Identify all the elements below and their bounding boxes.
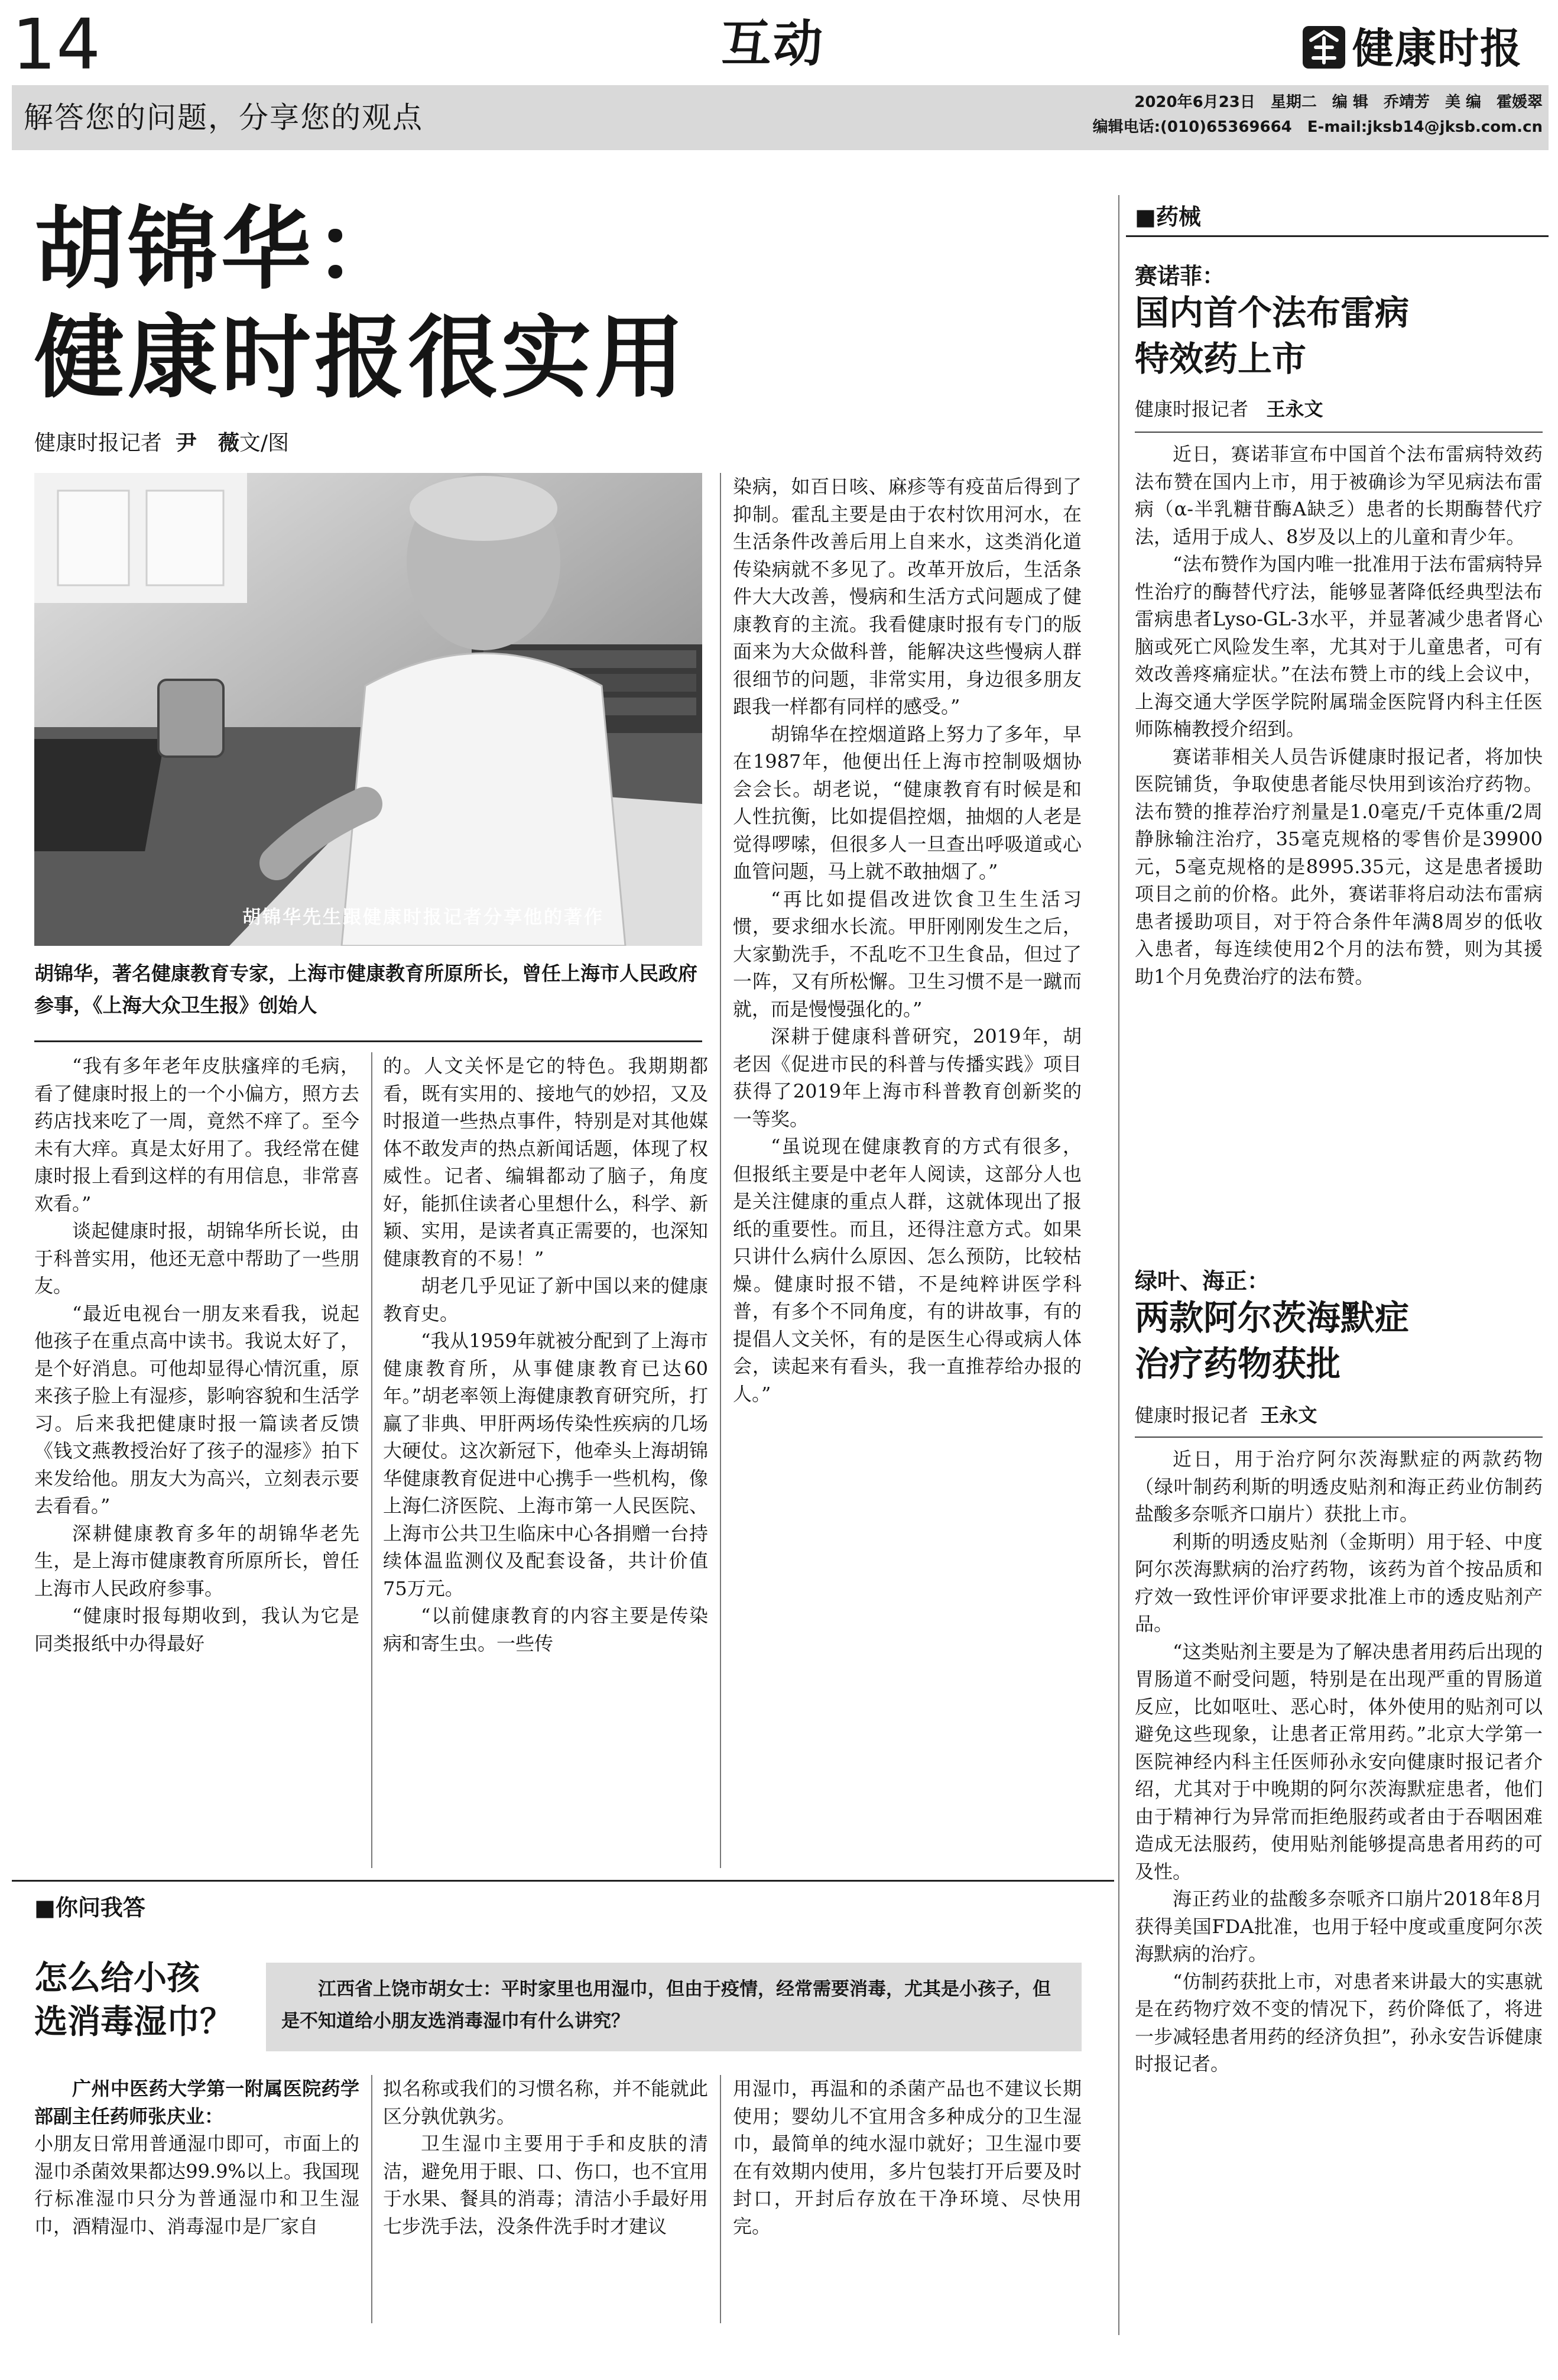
column-divider	[371, 1052, 372, 1868]
qa-asker: 江西省上饶市胡女士：	[318, 1979, 501, 2000]
main-headline	[34, 195, 688, 413]
story1-title-line-2: 特效药上市	[1135, 339, 1307, 379]
qa-question-box	[266, 1963, 1082, 2051]
paragraph: 近日，用于治疗阿尔茨海默症的两款药物（绿叶制药利斯的明透皮贴剂和海正药业仿制药盐酸多奈哌齐口崩片）获批上市。	[1135, 1448, 1543, 1525]
sidebar-divider	[1118, 195, 1119, 2335]
paragraph: 染病，如百日咳、麻疹等有疫苗后得到了抑制。霍乱主要是由于农村饮用河水，在生活条件改善后用上自来水，这类消化道传染病就不多见了。改革开放后，生活条件大大改善，慢病和生活方式问题成了健康教育的主流。我看健康时报有专门的版面来为大众做科普，能解决这些慢病人群很细节的问题，非常实用，身边很多朋友跟我一样都有同样的感受。”	[733, 475, 1082, 718]
byline-label: 健康时报记者	[1135, 398, 1249, 420]
qa-column-3	[733, 2075, 1082, 2240]
story-column-2	[383, 1052, 708, 1657]
column-divider	[720, 2075, 721, 2323]
lede-divider	[34, 1040, 702, 1042]
byline-name: 王永文	[1266, 398, 1323, 420]
page-number: 14	[12, 4, 101, 85]
paragraph: “虽说现在健康教育的方式有很多，但报纸主要是中老年人阅读，这部分人也是关注健康的重点人群，这就体现出了报纸的重要性。而且，还得注意方式。如果只讲什么病什么原因、怎么预防，比较枯燥。健康时报不错，不是纯粹讲医学科普，有多个不同角度，有的讲故事，有的提倡人文关怀，有的是医生心得或病人体会，读起来有看头，我一直推荐给办报的人。”	[733, 1135, 1082, 1405]
paragraph: 小朋友日常用普通湿巾即可，市面上的湿巾杀菌效果都达99.9%以上。我国现行标准湿巾只分为普通湿巾和卫生湿巾，酒精湿巾、消毒湿巾是厂家自	[34, 2132, 359, 2238]
qa-section-label: ■你问我答	[34, 1895, 145, 1921]
byline-suffix: 文/图	[239, 431, 290, 455]
qa-title-line-2: 选消毒湿巾？	[34, 2003, 233, 2041]
paragraph: “法布赞作为国内唯一批准用于法布雷病特异性治疗的酶替代疗法，能够显著降低经典型法布雷病患者Lyso-GL-3水平，并显著减少患者肾心脑或死亡风险发生率，尤其对于儿童患者，可有效改善疼痛症状。”在法布赞上市的线上会议中，上海交通大学医学院附属瑞金医院肾内科主任医师陈楠教授介绍到。	[1135, 553, 1543, 740]
contact-line: 编辑电话:(010)65369664 E-mail:jksb14@jksb.com.cn	[1092, 118, 1543, 136]
story2-title-line-1: 两款阿尔茨海默症	[1135, 1298, 1410, 1338]
qa-title	[34, 1957, 233, 2044]
paragraph: 的。人文关怀是它的特色。我期期都看，既有实用的、接地气的妙招，又及时报道一些热点事件，特别是对其他媒体不敢发声的热点新闻话题，体现了权威性。记者、编辑都动了脑子，角度好，能抓住读者心里想什么，科学、新颖、实用，是读者真正需要的，也深知健康教育的不易！”	[383, 1055, 708, 1270]
paragraph: “健康时报每期收到，我认为它是同类报纸中办得最好	[34, 1604, 359, 1655]
paragraph: 胡老几乎见证了新中国以来的健康教育史。	[383, 1275, 708, 1325]
story1-kicker: 赛诺菲：	[1135, 263, 1225, 289]
story-column-3	[733, 473, 1082, 1408]
paragraph: 拟名称或我们的习惯名称，并不能就此区分孰优孰劣。	[383, 2077, 708, 2128]
section-title: 互动	[721, 15, 826, 73]
main-byline	[34, 429, 289, 458]
masthead	[1300, 20, 1549, 77]
issue-info	[1052, 90, 1543, 140]
date-line: 2020年6月23日 星期二 编 辑 乔靖芳 美 编 霍媛翠	[1134, 93, 1543, 111]
story1-byline	[1135, 395, 1323, 423]
paragraph: 赛诺菲相关人员告诉健康时报记者，将加快医院铺货，争取使患者能尽快用到该治疗药物。法布赞的推荐治疗剂量是1.0毫克/千克体重/2周静脉输注治疗，35毫克规格的零售价是39900元，5毫克规格的是8995.35元，这是患者援助项目之前的价格。此外，赛诺菲将启动法布雷病患者援助项目，对于符合条件年满8周岁的低收入患者，每连续使用2个月的法布赞，则为其援助1个月免费治疗的法布赞。	[1135, 745, 1543, 988]
story1-title	[1135, 290, 1409, 382]
story1-rule	[1135, 432, 1543, 433]
story1-title-line-1: 国内首个法布雷病	[1135, 293, 1410, 333]
paragraph: 海正药业的盐酸多奈哌齐口崩片2018年8月获得美国FDA批准，也用于轻中度或重度阿尔茨海默病的治疗。	[1135, 1888, 1543, 1965]
column-divider	[720, 473, 721, 1868]
paragraph: 利斯的明透皮贴剂（金斯明）用于轻、中度阿尔茨海默病的治疗药物，该药为首个按品质和疗效一致性评价审评要求批准上市的透皮贴剂产品。	[1135, 1530, 1543, 1635]
story2-kicker: 绿叶、海正：	[1135, 1268, 1270, 1294]
tagline: 解答您的问题，分享您的观点	[24, 100, 423, 135]
paragraph: 深耕健康教育多年的胡锦华老先生，是上海市健康教育所原所长，曾任上海市人民政府参事。	[34, 1522, 359, 1600]
paragraph: 卫生湿巾主要用于手和皮肤的清洁，避免用于眼、口、伤口，也不宜用于水果、餐具的消毒；清洁小手最好用七步洗手法，没条件洗手时才建议	[383, 2132, 708, 2238]
byline-name: 尹 薇	[175, 431, 239, 455]
paragraph: “这类贴剂主要是为了解决患者用药后出现的胃肠道不耐受问题，特别是在出现严重的胃肠道反应，比如呕吐、恶心时，体外使用的贴剂可以避免这些现象，让患者正常用药。”北京大学第一医院神经内科主任医师孙永安向健康时报记者介绍，尤其对于中晚期的阿尔茨海默症患者，他们由于精神行为异常而拒绝服药或者由于吞咽困难造成无法服药，使用贴剂能够提高患者用药的可及性。	[1135, 1640, 1543, 1883]
headline-line-1: 胡锦华：	[34, 197, 408, 301]
paragraph: “再比如提倡改进饮食卫生生活习惯，要求细水长流。甲肝刚刚发生之后，大家勤洗手，不乱吃不卫生食品，但过了一阵，又有所松懈。卫生习惯不是一蹴而就，而是慢慢强化的。”	[733, 887, 1082, 1020]
masthead-title: 健康时报	[1352, 24, 1523, 73]
column-divider	[371, 2075, 372, 2323]
qa-question: 平时家里也用湿巾，但由于疫情，经常需要消毒，尤其是小孩子，但是不知道给小朋友选消毒湿巾有什么讲究？	[281, 1979, 1051, 2032]
paragraph: “我从1959年就被分配到了上海市健康教育所，从事健康教育已达60年。”胡老率领上海健康教育研究所，打赢了非典、甲肝两场传染性疾病的几场大硬仗。这次新冠下，他牵头上海胡锦华健康教育促进中心携手一些机构，像上海仁济医院、上海市第一人民医院、上海市公共卫生临床中心各捐赠一台持续体温监测仪及配套设备，共计价值75万元。	[383, 1330, 708, 1600]
byline-label: 健康时报记者	[34, 431, 163, 455]
qa-title-line-1: 怎么给小孩	[34, 1959, 200, 1998]
story-lede: 胡锦华，著名健康教育专家，上海市健康教育所原所长，曾任上海市人民政府参事，《上海大众卫生报》创始人	[34, 962, 697, 1017]
paragraph: 近日，赛诺菲宣布中国首个法布雷病特效药法布赞在国内上市，用于被确诊为罕见病法布雷病（α-半乳糖苷酶A缺乏）患者的长期酶替代疗法，适用于成人、8岁及以上的儿童和青少年。	[1135, 443, 1543, 548]
sidebar-section-label: ■药械	[1135, 204, 1201, 230]
story2-body	[1135, 1445, 1543, 2078]
photo-caption: 胡锦华先生跟健康时报记者分享他的著作	[242, 907, 604, 928]
story2-title	[1135, 1295, 1409, 1387]
story-column-1	[34, 1052, 359, 1657]
qa-column-1	[34, 2075, 359, 2240]
paragraph: “我有多年老年皮肤瘙痒的毛病，看了健康时报上的一个小偏方，照方去药店找来吃了一周，竟然不痒了。至今未有大痒。真是太好用了。我经常在健康时报上看到这样的有用信息，非常喜欢看。”	[34, 1055, 359, 1215]
newspaper-logo-icon	[1300, 24, 1348, 71]
paragraph: “以前健康教育的内容主要是传染病和寄生虫。一些传	[383, 1604, 708, 1655]
byline-name: 王永文	[1260, 1404, 1317, 1426]
paragraph: 深耕于健康科普研究，2019年，胡老因《促进市民的科普与传播实践》项目获得了2019年上海市科普教育创新奖的一等奖。	[733, 1025, 1082, 1130]
story-photo	[34, 473, 702, 946]
paragraph: 胡锦华在控烟道路上努力了多年，早在1987年，他便出任上海市控制吸烟协会会长。胡老说，“健康教育有时候是和人性抗衡，比如提倡控烟，抽烟的人老是觉得啰嗦，但很多人一旦查出呼吸道或心血管问题，马上就不敢抽烟了。”	[733, 722, 1082, 883]
paragraph: 谈起健康时报，胡锦华所长说，由于科普实用，他还无意中帮助了一些朋友。	[34, 1220, 359, 1297]
paragraph: 用湿巾，再温和的杀菌产品也不建议长期使用；婴幼儿不宜用含多种成分的卫生湿巾，最简单的纯水湿巾就好；卫生湿巾要在有效期内使用，多片包装打开后要及时封口，开封后存放在干净环境、尽快用完。	[733, 2077, 1082, 2238]
story2-rule	[1135, 1437, 1543, 1438]
sidebar-top-rule	[1126, 235, 1549, 237]
story2-title-line-2: 治疗药物获批	[1135, 1344, 1341, 1384]
paragraph: “仿制药获批上市，对患者来讲最大的实惠就是在药物疗效不变的情况下，药价降低了，将进一步减轻患者用药的经济负担”，孙永安告诉健康时报记者。	[1135, 1970, 1543, 2075]
headline-line-2: 健康时报很实用	[34, 306, 688, 410]
qa-divider	[12, 1880, 1114, 1882]
story1-body	[1135, 440, 1543, 990]
qa-expert: 广州中医药大学第一附属医院药学部副主任药师张庆业：	[34, 2077, 359, 2128]
paragraph: “最近电视台一朋友来看我，说起他孩子在重点高中读书。我说太好了，是个好消息。可他却显得心情沉重，原来孩子脸上有湿疹，影响容貌和生活学习。后来我把健康时报一篇读者反馈《钱文燕教授治好了孩子的湿疹》拍下来发给他。朋友大为高兴，立刻表示要去看看。”	[34, 1302, 359, 1517]
qa-column-2	[383, 2075, 708, 2240]
byline-label: 健康时报记者	[1135, 1404, 1249, 1426]
story2-byline	[1135, 1401, 1317, 1429]
